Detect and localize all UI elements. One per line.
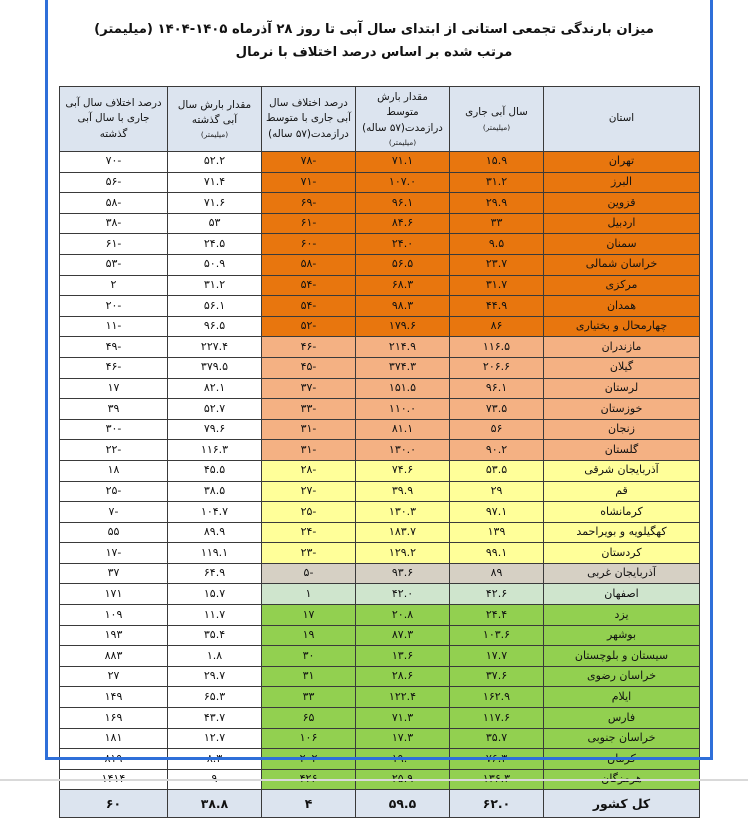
cell-province: خراسان جنوبی xyxy=(544,728,700,749)
cell-pct_diff_avg: -۶۰ xyxy=(262,234,356,255)
cell-last_year: ۷۱.۴ xyxy=(168,172,262,193)
cell-current: ۴۲.۶ xyxy=(450,584,544,605)
cell-long_term_avg: ۹۳.۶ xyxy=(356,563,450,584)
cell-pct_diff_last: -۴۶ xyxy=(60,357,168,378)
cell-pct_diff_avg: -۳۱ xyxy=(262,419,356,440)
total-cell-long_term_avg: ۵۹.۵ xyxy=(356,790,450,818)
cell-long_term_avg: ۹۸.۳ xyxy=(356,296,450,317)
total-cell-current: ۶۲.۰ xyxy=(450,790,544,818)
cell-pct_diff_last: -۳۰ xyxy=(60,419,168,440)
cell-province: چهارمحال و بختیاری xyxy=(544,316,700,337)
bottom-rule xyxy=(0,779,748,781)
col-header-pct-diff-last-year: درصد اختلاف سال آبی جاری با سال آبی گذشته xyxy=(60,87,168,152)
table-row xyxy=(60,316,700,337)
cell-province: کرمان xyxy=(544,749,700,770)
cell-current: ۹۹.۱ xyxy=(450,543,544,564)
cell-province: اصفهان xyxy=(544,584,700,605)
col-unit-last-year: (میلیمتر) xyxy=(200,130,229,140)
cell-province: یزد xyxy=(544,605,700,626)
cell-pct_diff_last: -۶۱ xyxy=(60,234,168,255)
cell-last_year: ۱۱.۷ xyxy=(168,605,262,626)
cell-current: ۲۹ xyxy=(450,481,544,502)
cell-current: ۹۶.۱ xyxy=(450,378,544,399)
cell-long_term_avg: ۱۳.۶ xyxy=(356,646,450,667)
cell-current: ۹۰.۲ xyxy=(450,440,544,461)
report-title xyxy=(54,0,694,64)
cell-pct_diff_avg: -۳۷ xyxy=(262,378,356,399)
cell-pct_diff_avg: -۵۴ xyxy=(262,296,356,317)
cell-current: ۵۶ xyxy=(450,419,544,440)
table-row xyxy=(60,440,700,461)
cell-last_year: ۱۵.۷ xyxy=(168,584,262,605)
cell-pct_diff_last: ۱۸ xyxy=(60,460,168,481)
cell-pct_diff_last: ۱۴۹ xyxy=(60,687,168,708)
cell-pct_diff_last: ۱۷۱ xyxy=(60,584,168,605)
table-row xyxy=(60,460,700,481)
col-header-current-year: سال آبی جاری (میلیمتر) xyxy=(450,87,544,152)
cell-province: آذربایجان شرقی xyxy=(544,460,700,481)
cell-pct_diff_avg: ۶۵ xyxy=(262,708,356,729)
table-row xyxy=(60,666,700,687)
cell-current: ۳۱.۷ xyxy=(450,275,544,296)
cell-pct_diff_avg: -۷۱ xyxy=(262,172,356,193)
cell-pct_diff_avg: ۳۰ xyxy=(262,646,356,667)
cell-province: تهران xyxy=(544,152,700,173)
table-row xyxy=(60,749,700,770)
col-header-long-term-average: مقدار بارش متوسط درازمدت(۵۷ ساله) (میلیمتر) xyxy=(356,87,450,152)
col-header-last-year: مقدار بارش سال آبی گذشته (میلیمتر) xyxy=(168,87,262,152)
cell-long_term_avg: ۱۰۷.۰ xyxy=(356,172,450,193)
cell-last_year: ۱۱۹.۱ xyxy=(168,543,262,564)
cell-province: ایلام xyxy=(544,687,700,708)
cell-last_year: ۴۳.۷ xyxy=(168,708,262,729)
cell-last_year: ۸۲.۱ xyxy=(168,378,262,399)
cell-last_year: ۳۸.۵ xyxy=(168,481,262,502)
cell-pct_diff_last: -۳۸ xyxy=(60,213,168,234)
cell-pct_diff_last: ۱۸۱ xyxy=(60,728,168,749)
cell-last_year: ۱۱۶.۳ xyxy=(168,440,262,461)
table-row xyxy=(60,502,700,523)
cell-last_year: ۷۹.۶ xyxy=(168,419,262,440)
table-row xyxy=(60,337,700,358)
cell-province: گیلان xyxy=(544,357,700,378)
cell-pct_diff_last: -۲۵ xyxy=(60,481,168,502)
table-row xyxy=(60,399,700,420)
cell-long_term_avg: ۹۶.۱ xyxy=(356,193,450,214)
cell-pct_diff_last: -۷۰ xyxy=(60,152,168,173)
cell-last_year: ۶۴.۹ xyxy=(168,563,262,584)
cell-pct_diff_avg: ۲۰۲ xyxy=(262,749,356,770)
table-row xyxy=(60,563,700,584)
table-header xyxy=(60,87,700,152)
cell-province: قم xyxy=(544,481,700,502)
cell-pct_diff_avg: -۲۷ xyxy=(262,481,356,502)
cell-province: کرمانشاه xyxy=(544,502,700,523)
cell-province: قزوین xyxy=(544,193,700,214)
cell-province: لرستان xyxy=(544,378,700,399)
cell-last_year: ۸۹.۹ xyxy=(168,522,262,543)
cell-long_term_avg: ۱۲۲.۴ xyxy=(356,687,450,708)
cell-province: فارس xyxy=(544,708,700,729)
cell-current: ۳۷.۶ xyxy=(450,666,544,687)
cell-pct_diff_avg: -۵۲ xyxy=(262,316,356,337)
cell-pct_diff_avg: ۱ xyxy=(262,584,356,605)
table-row xyxy=(60,584,700,605)
cell-last_year: ۲۲۷.۴ xyxy=(168,337,262,358)
cell-last_year: ۱۰۴.۷ xyxy=(168,502,262,523)
cell-long_term_avg: ۲۱۴.۹ xyxy=(356,337,450,358)
cell-pct_diff_avg: -۵ xyxy=(262,563,356,584)
cell-long_term_avg: ۸۱.۱ xyxy=(356,419,450,440)
cell-current: ۴۴.۹ xyxy=(450,296,544,317)
cell-last_year: ۸.۳ xyxy=(168,749,262,770)
cell-pct_diff_last: -۵۸ xyxy=(60,193,168,214)
cell-last_year: ۱۲.۷ xyxy=(168,728,262,749)
cell-province: مرکزی xyxy=(544,275,700,296)
cell-pct_diff_avg: ۱۷ xyxy=(262,605,356,626)
cell-province: آذربایجان غربی xyxy=(544,563,700,584)
cell-pct_diff_last: -۴۹ xyxy=(60,337,168,358)
rainfall-table-container xyxy=(60,86,700,818)
cell-last_year: ۲۴.۵ xyxy=(168,234,262,255)
cell-last_year: ۱.۸ xyxy=(168,646,262,667)
cell-current: ۱۵.۹ xyxy=(450,152,544,173)
cell-pct_diff_avg: -۵۸ xyxy=(262,254,356,275)
table-row xyxy=(60,254,700,275)
cell-current: ۲۹.۹ xyxy=(450,193,544,214)
cell-pct_diff_last: ۳۷ xyxy=(60,563,168,584)
cell-last_year: ۵۲.۲ xyxy=(168,152,262,173)
table-row xyxy=(60,419,700,440)
total-cell-pct_diff_avg: ۴ xyxy=(262,790,356,818)
cell-last_year: ۶۵.۳ xyxy=(168,687,262,708)
cell-current: ۲۰۶.۶ xyxy=(450,357,544,378)
cell-current: ۳۳ xyxy=(450,213,544,234)
cell-province: خوزستان xyxy=(544,399,700,420)
cell-long_term_avg: ۶۸.۳ xyxy=(356,275,450,296)
table-row xyxy=(60,296,700,317)
cell-pct_diff_last: ۱۶۹ xyxy=(60,708,168,729)
cell-current: ۸۶ xyxy=(450,316,544,337)
cell-province: البرز xyxy=(544,172,700,193)
cell-province: خراسان شمالی xyxy=(544,254,700,275)
table-row xyxy=(60,152,700,173)
table-row xyxy=(60,687,700,708)
cell-pct_diff_last: -۱۱ xyxy=(60,316,168,337)
title-line-1: میزان بارندگی تجمعی استانی از ابتدای سال آبی تا روز ۲۸ آذرماه ۱۴۰۵-۱۴۰۴ (میلیمتر) xyxy=(94,22,654,37)
cell-current: ۸۹ xyxy=(450,563,544,584)
table-row xyxy=(60,522,700,543)
cell-province: زنجان xyxy=(544,419,700,440)
cell-province: خراسان رضوی xyxy=(544,666,700,687)
cell-province: کهگیلویه و بویراحمد xyxy=(544,522,700,543)
col-unit-current-year: (میلیمتر) xyxy=(482,122,511,132)
cell-province: اردبیل xyxy=(544,213,700,234)
cell-current: ۱۶۲.۹ xyxy=(450,687,544,708)
cell-long_term_avg: ۱۷.۳ xyxy=(356,728,450,749)
table-body xyxy=(60,152,700,818)
cell-pct_diff_last: ۱۹۳ xyxy=(60,625,168,646)
cell-pct_diff_avg: -۲۸ xyxy=(262,460,356,481)
cell-current: ۱۱۷.۶ xyxy=(450,708,544,729)
cell-current: ۹.۵ xyxy=(450,234,544,255)
table-row xyxy=(60,708,700,729)
cell-current: ۳۱.۲ xyxy=(450,172,544,193)
col-header-province: استان xyxy=(544,87,700,152)
table-row xyxy=(60,193,700,214)
cell-pct_diff_last: ۲۷ xyxy=(60,666,168,687)
cell-last_year: ۷۱.۶ xyxy=(168,193,262,214)
cell-long_term_avg: ۳۹.۹ xyxy=(356,481,450,502)
table-row xyxy=(60,378,700,399)
cell-long_term_avg: ۱۹.۰ xyxy=(356,749,450,770)
cell-province: کردستان xyxy=(544,543,700,564)
cell-province: گلستان xyxy=(544,440,700,461)
cell-province: بوشهر xyxy=(544,625,700,646)
cell-current: ۲۴.۴ xyxy=(450,605,544,626)
table-row xyxy=(60,234,700,255)
cell-pct_diff_avg: -۳۱ xyxy=(262,440,356,461)
cell-pct_diff_last: -۵۶ xyxy=(60,172,168,193)
cell-long_term_avg: ۱۳۰.۰ xyxy=(356,440,450,461)
cell-pct_diff_avg: -۶۱ xyxy=(262,213,356,234)
cell-pct_diff_last: ۸۸۳ xyxy=(60,646,168,667)
cell-pct_diff_last: ۳۹ xyxy=(60,399,168,420)
cell-pct_diff_avg: ۳۱ xyxy=(262,666,356,687)
cell-pct_diff_last: ۸۱۹ xyxy=(60,749,168,770)
header-row xyxy=(60,87,700,152)
cell-province: سمنان xyxy=(544,234,700,255)
cell-current: ۹۷.۱ xyxy=(450,502,544,523)
cell-last_year: ۳۱.۲ xyxy=(168,275,262,296)
table-row xyxy=(60,213,700,234)
cell-pct_diff_avg: ۱۰۶ xyxy=(262,728,356,749)
table-row xyxy=(60,357,700,378)
cell-current: ۱۰۳.۶ xyxy=(450,625,544,646)
cell-pct_diff_last: -۱۷ xyxy=(60,543,168,564)
cell-pct_diff_avg: ۱۹ xyxy=(262,625,356,646)
cell-pct_diff_avg: -۵۴ xyxy=(262,275,356,296)
cell-pct_diff_last: ۲ xyxy=(60,275,168,296)
cell-long_term_avg: ۵۶.۵ xyxy=(356,254,450,275)
cell-long_term_avg: ۱۸۳.۷ xyxy=(356,522,450,543)
cell-current: ۱۱۶.۵ xyxy=(450,337,544,358)
cell-current: ۷۳.۵ xyxy=(450,399,544,420)
cell-long_term_avg: ۲۸.۶ xyxy=(356,666,450,687)
cell-current: ۳۵.۷ xyxy=(450,728,544,749)
cell-last_year: ۵۶.۱ xyxy=(168,296,262,317)
cell-long_term_avg: ۳۷۴.۳ xyxy=(356,357,450,378)
cell-pct_diff_avg: -۲۴ xyxy=(262,522,356,543)
total-cell-pct_diff_last: ۶۰ xyxy=(60,790,168,818)
cell-province: همدان xyxy=(544,296,700,317)
cell-current: ۲۳.۷ xyxy=(450,254,544,275)
total-cell-province: کل کشور xyxy=(544,790,700,818)
cell-long_term_avg: ۴۲.۰ xyxy=(356,584,450,605)
cell-long_term_avg: ۲۰.۸ xyxy=(356,605,450,626)
cell-long_term_avg: ۷۴.۶ xyxy=(356,460,450,481)
cell-pct_diff_last: ۱۰۹ xyxy=(60,605,168,626)
cell-current: ۱۷.۷ xyxy=(450,646,544,667)
cell-pct_diff_avg: ۳۳ xyxy=(262,687,356,708)
cell-pct_diff_last: -۷ xyxy=(60,502,168,523)
cell-pct_diff_last: -۲۲ xyxy=(60,440,168,461)
table-row xyxy=(60,275,700,296)
cell-long_term_avg: ۱۲۹.۲ xyxy=(356,543,450,564)
cell-long_term_avg: ۱۳۰.۳ xyxy=(356,502,450,523)
cell-last_year: ۵۳ xyxy=(168,213,262,234)
cell-pct_diff_avg: -۲۳ xyxy=(262,543,356,564)
cell-long_term_avg: ۷۱.۱ xyxy=(356,152,450,173)
cell-long_term_avg: ۷۱.۳ xyxy=(356,708,450,729)
cell-long_term_avg: ۸۴.۶ xyxy=(356,213,450,234)
cell-pct_diff_avg: -۴۶ xyxy=(262,337,356,358)
cell-long_term_avg: ۲۴.۰ xyxy=(356,234,450,255)
cell-last_year: ۴۵.۵ xyxy=(168,460,262,481)
cell-pct_diff_last: -۲۰ xyxy=(60,296,168,317)
table-row xyxy=(60,481,700,502)
table-row xyxy=(60,646,700,667)
cell-long_term_avg: ۱۵۱.۵ xyxy=(356,378,450,399)
cell-province: سیستان و بلوچستان xyxy=(544,646,700,667)
cell-pct_diff_last: -۵۳ xyxy=(60,254,168,275)
cell-province: مازندران xyxy=(544,337,700,358)
table-row xyxy=(60,605,700,626)
cell-pct_diff_avg: -۷۸ xyxy=(262,152,356,173)
cell-pct_diff_avg: -۳۳ xyxy=(262,399,356,420)
cell-last_year: ۳۷۹.۵ xyxy=(168,357,262,378)
cell-pct_diff_avg: -۶۹ xyxy=(262,193,356,214)
cell-last_year: ۳۵.۴ xyxy=(168,625,262,646)
cell-current: ۵۳.۵ xyxy=(450,460,544,481)
col-unit-long-term-average: (میلیمتر) xyxy=(388,138,417,148)
table-row xyxy=(60,172,700,193)
total-row xyxy=(60,790,700,818)
cell-pct_diff_last: ۵۵ xyxy=(60,522,168,543)
cell-current: ۷۶.۳ xyxy=(450,749,544,770)
cell-pct_diff_last: ۱۷ xyxy=(60,378,168,399)
cell-last_year: ۵۰.۹ xyxy=(168,254,262,275)
table-row xyxy=(60,728,700,749)
cell-long_term_avg: ۱۱۰.۰ xyxy=(356,399,450,420)
cell-last_year: ۹۶.۵ xyxy=(168,316,262,337)
cell-long_term_avg: ۸۷.۳ xyxy=(356,625,450,646)
cell-last_year: ۲۹.۷ xyxy=(168,666,262,687)
cell-current: ۱۳۹ xyxy=(450,522,544,543)
total-cell-last_year: ۳۸.۸ xyxy=(168,790,262,818)
table-row xyxy=(60,543,700,564)
table-row xyxy=(60,625,700,646)
col-header-pct-diff-average: درصد اختلاف سال آبی جاری با متوسط درازمدت(۵۷ ساله) xyxy=(262,87,356,152)
cell-pct_diff_avg: -۲۵ xyxy=(262,502,356,523)
cell-last_year: ۵۲.۷ xyxy=(168,399,262,420)
cell-long_term_avg: ۱۷۹.۶ xyxy=(356,316,450,337)
rainfall-table xyxy=(59,86,700,818)
title-line-2: مرتب شده بر اساس درصد اختلاف با نرمال xyxy=(235,45,513,61)
cell-pct_diff_avg: -۴۵ xyxy=(262,357,356,378)
